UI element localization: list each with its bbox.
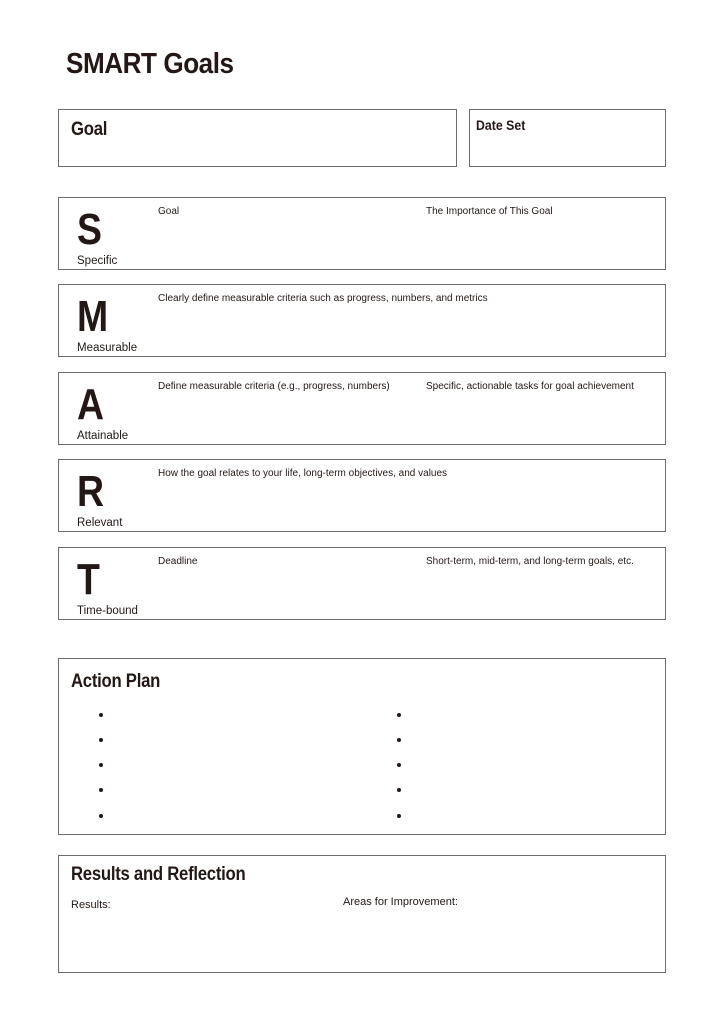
results-label: Results: (71, 899, 111, 911)
page-title: SMART Goals (66, 48, 234, 80)
smart-letter: T (77, 555, 100, 604)
smart-category: Relevant (77, 517, 123, 529)
bullet-icon (397, 763, 401, 767)
smart-row-measurable[interactable] (58, 284, 666, 357)
smart-right-label: Specific, actionable tasks for goal achievement (426, 381, 634, 392)
bullet-icon (99, 814, 103, 818)
bullet-icon (99, 788, 103, 792)
smart-right-label: Short-term, mid-term, and long-term goals, etc. (426, 556, 634, 567)
smart-row-specific[interactable] (58, 197, 666, 270)
smart-left-label: Define measurable criteria (e.g., progress, numbers) (158, 381, 390, 392)
smart-row-attainable[interactable] (58, 372, 666, 445)
smart-left-label: Deadline (158, 556, 198, 567)
bullet-icon (99, 713, 103, 717)
smart-category: Specific (77, 255, 118, 267)
smart-category: Time-bound (77, 605, 138, 617)
date-set-label: Date Set (476, 117, 526, 133)
smart-category: Measurable (77, 342, 138, 354)
smart-left-label: Goal (158, 206, 180, 217)
bullet-icon (397, 738, 401, 742)
results-reflection-title: Results and Reflection (71, 864, 246, 885)
smart-left-label: Clearly define measurable criteria such as progress, numbers, and metrics (158, 293, 488, 304)
smart-letter: R (77, 467, 105, 516)
goal-box[interactable] (58, 109, 457, 167)
bullet-icon (397, 814, 401, 818)
smart-row-time-bound[interactable] (58, 547, 666, 620)
bullet-icon (397, 788, 401, 792)
bullet-icon (397, 713, 401, 717)
smart-category: Attainable (77, 430, 129, 442)
smart-left-label: How the goal relates to your life, long-term objectives, and values (158, 468, 448, 479)
results-reflection-box[interactable] (58, 855, 666, 973)
smart-row-relevant[interactable] (58, 459, 666, 532)
smart-letter: S (77, 205, 102, 254)
action-plan-box[interactable] (58, 658, 666, 835)
smart-letter: A (77, 380, 105, 429)
date-set-box[interactable] (469, 109, 666, 167)
goal-label: Goal (71, 119, 108, 140)
smart-letter: M (77, 292, 109, 341)
improvement-label: Areas for Improvement: (343, 896, 458, 908)
smart-right-label: The Importance of This Goal (426, 206, 553, 217)
bullet-icon (99, 763, 103, 767)
action-plan-title: Action Plan (71, 671, 161, 692)
bullet-icon (99, 738, 103, 742)
